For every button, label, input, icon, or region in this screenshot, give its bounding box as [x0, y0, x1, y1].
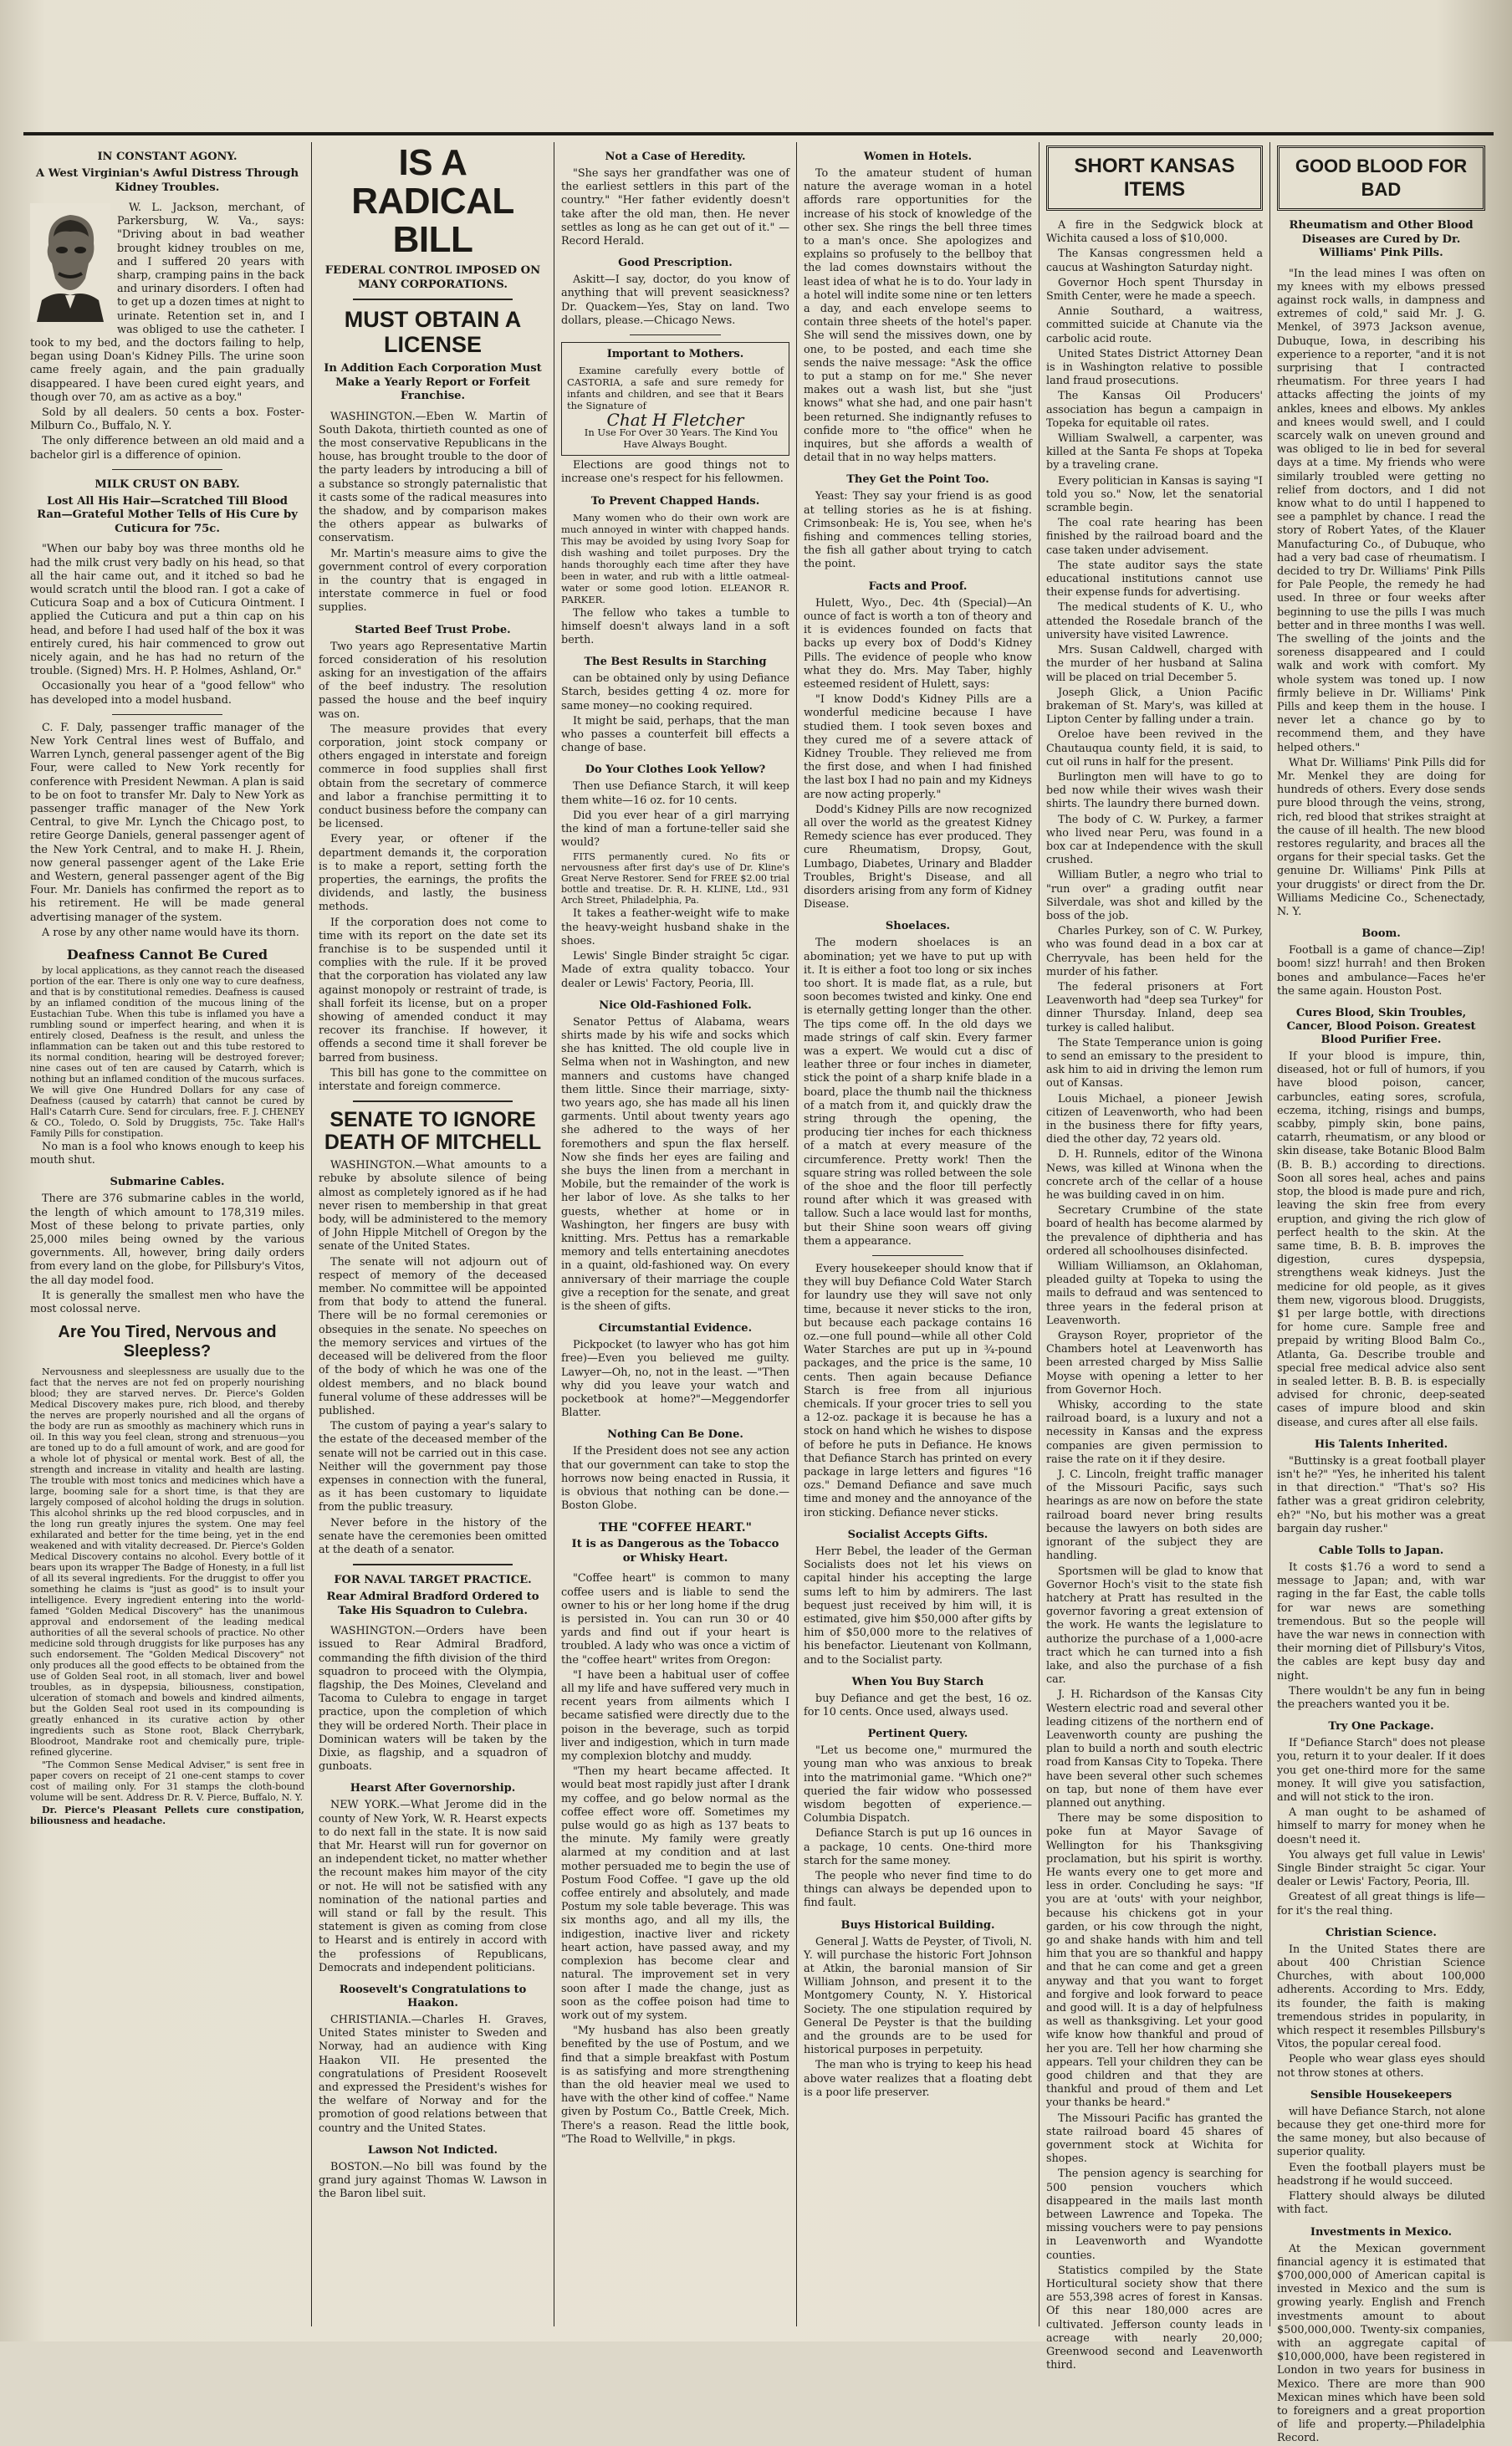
- column-4: [796, 142, 1039, 2326]
- headline: Deafness Cannot Be Cured: [66, 947, 268, 963]
- article-body: The medical students of K. U., who attended the Rosedale branch of the university have visited Lawrence.: [1046, 601, 1263, 641]
- headline: To Prevent Chapped Hands.: [590, 494, 760, 508]
- column-1: [23, 142, 311, 2326]
- article-body: The people who never find time to do things can always be depended upon to find fault.: [804, 1869, 1032, 1910]
- article-body: Annie Southard, a waitress, committed suicide at Chanute via the carbolic acid route.: [1046, 305, 1263, 345]
- headline: Roosevelt's Congratulations to Haakon.: [339, 1984, 527, 2010]
- article-body: "Let us become one," murmured the young man who was anxious to break into the matrimonial game. "Which one?" queried the fair widow who possessed wisdom begotten of experience.—Columbia Dispatch.: [804, 1744, 1032, 1826]
- article-body: Lewis' Single Binder straight 5c cigar. Made of extra quality tobacco. Your dealer or Lewis' Factory, Peoria, Ill.: [561, 950, 789, 990]
- article-body: Occasionally you hear of a "good fellow" who has developed into a model husband.: [30, 680, 304, 707]
- headline: Hearst After Governorship.: [350, 1782, 516, 1795]
- article-body: The coal rate hearing has been finished by the railroad board and the case taken under advisement.: [1046, 517, 1263, 557]
- article-body: Herr Bebel, the leader of the German Socialists does not let his views on capital hinder his accepting the large sums left to him by admirers. The last bequest just received by him will, it is estimated, give him $50,000 after gifts by him of $50,000 more to the relatives of his benefactor. Lieutenant von Kollmann, and to the Socialist party.: [804, 1545, 1032, 1667]
- headline: Nothing Can Be Done.: [607, 1428, 743, 1442]
- article-body: If "Defiance Starch" does not please you, return it to your dealer. If it does you get one-third more for the same money. It will give you satisfaction, and will not stick to the iron.: [1277, 1737, 1485, 1805]
- article-body: Charles Purkey, son of C. W. Purkey, who was found dead in a box car at Cherryvale, has been held for the murder of his father.: [1046, 925, 1263, 978]
- article-body: Did you ever hear of a girl marrying the kind of man a fortune-teller said she would?: [561, 809, 789, 850]
- article-body: WASHINGTON.—Orders have been issued to Rear Admiral Bradford, commanding the fifth division of the third squadron to proceed with the Olympia, flagship, the Des Moines, Cleveland and Tacoma to Culebra to engage in target practice, upon the completion of which they will be ordered North. Their place in Dominican waters will be taken by the Dixie, as flagship, and a squadron of gunboats.: [319, 1625, 547, 1774]
- article-body: can be obtained only by using Defiance Starch, besides getting 4 oz. more for same money—no cooking required.: [561, 672, 789, 712]
- headline: IN CONSTANT AGONY.: [97, 151, 238, 163]
- article-body: In Use For Over 30 Years. The Kind You Have Always Bought.: [584, 426, 779, 451]
- headline: They Get the Point Too.: [846, 473, 989, 487]
- article-body: Pickpocket (to lawyer who has got him free)—Even you believed me guilty. Lawyer—Oh, no, not in the least. —"Then why did you leave your watch and pocketbook at home?"—Meggendorfer Blatter.: [561, 1339, 789, 1420]
- headline: Boom.: [1361, 927, 1401, 941]
- article-body: Whisky, according to the state railroad board, is a luxury and not a necessity in Kansas and the express companies are given permission to raise the rate on it if they desire.: [1046, 1399, 1263, 1466]
- article-body: A rose by any other name would have its thorn.: [42, 926, 299, 939]
- article-body: This bill has gone to the committee on interstate and foreign commerce.: [319, 1066, 547, 1094]
- article-body: Louis Michael, a pioneer Jewish citizen of Leavenworth, who had been in the business there for fifty years, died the other day, 72 years old.: [1046, 1092, 1263, 1146]
- subheadline: A West Virginian's Awful Distress Through Kidney Troubles.: [35, 167, 299, 194]
- headline: Cable Tolls to Japan.: [1318, 1544, 1444, 1557]
- headline: Submarine Cables.: [110, 1176, 225, 1189]
- article-body: The federal prisoners at Fort Leavenworth had "deep sea Turkey" for dinner Thursday. Inland, deep sea turkey is called halibut.: [1046, 980, 1263, 1034]
- article-body: FITS permanently cured. No fits or nervousness after first day's use of Dr. Kline's Great Nerve Restorer. Send for FREE $2.00 trial bottle and treatise. Dr. R. H. KLINE, Ltd., 931 Arch Street, Philadelphia, Pa.: [561, 851, 789, 906]
- article-body: Oreloe have been revived in the Chautauqua county field, it is said, to cut oil runs in half for the present.: [1046, 728, 1263, 769]
- article-body: Nervousness and sleeplessness are usually due to the fact that the nerves are not fed on properly nourishing blood; they are starved nerves. Dr. Pierce's Golden Medical Discovery makes pure, rich blood, and thereby the nerves are properly nourished and all the organs of the body are run as smoothly as machinery which runs in oil. In this way you feel clean, strong and strenuous—you are toned up to do a full amount of work, and are good for a whole lot of physical or mental work. Best of all, the strength and increase in vitality and health are lasting. The trouble with most tonics and medicines which have a large, booming sale for a short time, is that they are largely composed of alcohol holding the drugs in solution. This alcohol shrinks up the red blood corpuscles, and in the long run greatly injures the system. One may feel exhilarated and better for the time being, yet in the end weakened and with vitality decreased. Dr. Pierce's Golden Medical Discovery contains no alcohol. Every bottle of it bears upon its wrapper The Badge of Honesty, in a full list of all its several ingredients. For the druggist to offer you something he claims is "just as good" is to insult your intelligence. Every ingredient entering into the world-famed "Golden Medical Discovery" has the unanimous approval and endorsement of the leading medical authorities of all the several schools of practice. No other medicine sold through druggists for like purposes has any such endorsement. The "Golden Medical Discovery" not only produces all the good effects to be obtained from the use of Golden Seal root, in all stomach, liver and bowel troubles, as in dyspepsia, biliousness, constipation, ulceration of stomach and bowels and kindred ailments, but the Golden Seal root used in its compounding is greatly enhanced in its curative action by other ingredients such as Stone root, Black Cherrybark, Bloodroot, Mandrake root and chemically pure, triple-refined glycerine.: [30, 1366, 304, 1759]
- article-body: Governor Hoch spent Thursday in Smith Center, were he made a speech.: [1046, 276, 1263, 304]
- article-body: It costs $1.76 a word to send a message to Japan; and, with war raging in the far East, the cable tolls for war news are something tremendous. But so the people will have the war news in connection with their morning diet of Pillsbury's Vitos, the cables are kept busy day and night.: [1277, 1560, 1485, 1683]
- article-body: The measure provides that every corporation, joint stock company or others engaged in interstate and foreign commerce in food supplies shall first obtain from the secretary of commerce and labor a franchise permitting it to conduct business before the company can be licensed.: [319, 723, 547, 831]
- article-body: Mr. Martin's measure aims to give the government control of every corporation in the country that is engaged in interstate commerce in fuel or food supplies.: [319, 547, 547, 615]
- article-body: Mrs. Susan Caldwell, charged with the murder of her husband at Salina will be placed on trial December 5.: [1046, 644, 1263, 684]
- article-body: You always get full value in Lewis' Single Binder straight 5c cigar. Your dealer or Lewis' Factory, Peoria, Ill.: [1277, 1848, 1485, 1889]
- article-body: Askitt—I say, doctor, do you know of anything that will prevent seasickness? Dr. Quackem—Yes, Stay on land. Two dollars, please.—Chicago News.: [561, 273, 789, 327]
- portrait-engraving-icon: [30, 203, 110, 322]
- article-body: Yeast: They say your friend is as good at telling stories as he is at fishing. Crimsonbeak: He is, You see, when he's fishing and commences telling stories, the fish all gather about trying to catch the point.: [804, 490, 1032, 571]
- headline: Cures Blood, Skin Troubles, Cancer, Blood Poison. Greatest Blood Purifier Free.: [1286, 1007, 1476, 1047]
- article-body: The only difference between an old maid and a bachelor girl is a difference of opinion.: [30, 435, 304, 462]
- headline: SENATE TO IGNORE DEATH OF MITCHELL: [324, 1108, 542, 1155]
- article-body: Many women who do their own work are much annoyed in winter with chapped hands. This may be avoided by using Ivory Soap for dish washing and toilet purposes. Dry the hands thoroughly each time after they have been in water, and rub with a little oatmeal-water or some good lotion. ELEANOR R. PARKER.: [561, 511, 789, 605]
- article-body: Even the football players must be headstrong if he would succeed.: [1277, 2161, 1485, 2188]
- article-body: There wouldn't be any fun in being the preachers wanted you it be.: [1277, 1684, 1485, 1711]
- article-body: "She says her grandfather was one of the earliest settlers in this part of the country." "Her father evidently doesn't take after the old man, then. He never settles as long as he can get out of it." —Record Herald.: [561, 167, 789, 248]
- article-body: "The Common Sense Medical Adviser," is sent free in paper covers on receipt of 21 one-cent stamps to cover cost of mailing only. For 31 stamps the cloth-bound volume will be sent. Address Dr. R. V. Pierce, Buffalo, N. Y.: [30, 1759, 304, 1804]
- headline: Facts and Proof.: [868, 580, 968, 593]
- article-body: A man ought to be ashamed of himself to marry for money when he doesn't need it.: [1277, 1806, 1485, 1846]
- article-body: buy Defiance and get the best, 16 oz. for 10 cents. Once used, always used.: [804, 1692, 1032, 1718]
- article-body: Burlington men will have to go to bed now while their wives wash their shirts. The laundry there burned down.: [1046, 770, 1263, 811]
- article-body: At the Mexican government financial agency it is estimated that $700,000,000 of American capital is invested in Mexico and the sum is growing yearly. English and French investments amount to about $500,000,000. Twenty-six companies, with an aggregate capital of $10,000,000, have been registered in London in two years for business in Mexico. There are more than 900 Mexican mines which have been sold to foreigners and a great proportion of life and property.—Philadelphia Record.: [1277, 2242, 1485, 2445]
- headline: Investments in Mexico.: [1310, 2225, 1453, 2239]
- headline: Important to Mothers.: [606, 348, 744, 361]
- article-body: The Kansas congressmen held a caucus at Washington Saturday night.: [1046, 248, 1263, 274]
- subheadline: In Addition Each Corporation Must Make a Yearly Report or Forfeit Franchise.: [324, 362, 542, 402]
- article-body: Sportsmen will be glad to know that Governor Hoch's visit to the state fish hatchery at Pratt has resulted in the governor favoring a great extension of the work. He wants the legislature to authorize the purchase of a 1,000-acre tract which he can turned into a fish lake, and also the purchase of a fish car.: [1046, 1565, 1263, 1687]
- headline: Circumstantial Evidence.: [598, 1322, 753, 1335]
- headline: FOR NAVAL TARGET PRACTICE.: [334, 1574, 532, 1587]
- subheadline: Lost All His Hair—Scratched Till Blood Ran—Grateful Mother Tells of His Cure by Cuticura for 75c.: [37, 494, 298, 535]
- article-body: People who wear glass eyes should not throw stones at others.: [1277, 2053, 1485, 2080]
- article-body: The State Temperance union is going to send an emissary to the president to ask him to aid in driving the lemon rum out of Kansas.: [1046, 1036, 1263, 1090]
- article-body: CHRISTIANIA.—Charles H. Graves, United States minister to Sweden and Norway, had an audience with King Haakon VII. He presented the congratulations of President Roosevelt and expressed the President's wishes for the welfare of Norway and for the promotion of good relations between that country and the United States.: [319, 2014, 547, 2135]
- subheadline: FEDERAL CONTROL IMPOSED ON MANY CORPORATIONS.: [324, 264, 541, 291]
- column-2: [311, 142, 554, 2326]
- castoria-ad: [561, 342, 789, 456]
- article-body: Senator Pettus of Alabama, wears shirts made by his wife and socks which she has knitted. The old couple live in Selma when not in Washington, and new manners and customs have changed them little. Since their marriage, sixty-two years ago, she has made all his linen garments. Until about twenty years ago she adhered to the ways of her foremothers and spun the flax herself. Now she finds her eyes are failing and she buys the linen from a merchant in Mobile, but the remainder of the work is her labor of love. As she talks to her guests, whether at home or in Washington, her fingers are busy with knitting. Mrs. Pettus has a remarkable memory and tells entertaining anecdotes in a quaint, old-fashioned way. On every anniversary of their marriage the couple give a reception for the senate, and great is the sheen of gifts.: [561, 1015, 789, 1313]
- article-body: The body of C. W. Purkey, a farmer who lived near Peru, was found in a box car at Independence with the skull crushed.: [1046, 813, 1263, 867]
- article-body: The senate will not adjourn out of respect of memory of the deceased member. No committee will be appointed from that body to attend the funeral. There will be no formal ceremonies or obsequies in the senate. No speeches on the memory services and virtues of the deceased will be delivered from the floor of the body of which he was one of the oldest members, and no black bound funeral volume of these addresses will be published.: [319, 1255, 547, 1417]
- headline: His Talents Inherited.: [1314, 1437, 1448, 1451]
- article-body: W. L. Jackson, merchant, of Parkersburg, W. Va., says: "Driving about in bad weather brought kidney troubles on me, and I suffered 20 years with sharp, cramping pains in the back and urinary disorders. I often had to get up a dozen times at night to urinate. Retention set in, and I was obliged to use the catheter. I took to my bed, and the doctors failing to help, began using Doan's Kidney Pills. The urine soon came freely again, and the pain gradually disappeared. I have been cured eight years, and though over 70, am as active as a boy.": [30, 202, 304, 404]
- headline: The Best Results in Starching: [584, 656, 767, 669]
- article-body: "I know Dodd's Kidney Pills are a wonderful medicine because I have studied them. I took seven boxes and they cured me of a severe attack of Kidney Trouble. They relieved me from the first dose, and when I had finished the last box I had no pain and my Kidneys are now acting properly.": [804, 693, 1032, 801]
- article-body: will have Defiance Starch, not alone because they get one-third more for the same money, but also because of superior quality.: [1277, 2105, 1485, 2159]
- article-body: The Missouri Pacific has granted the state railroad board 45 shares of government stock at Wichita for shopes.: [1046, 2112, 1263, 2166]
- article-body: United States District Attorney Dean is in Washington relative to possible land fraud prosecutions.: [1046, 347, 1263, 388]
- headline: Shoelaces.: [885, 920, 951, 933]
- article-body: There are 376 submarine cables in the world, the length of which amount to 178,319 miles. Most of these belong to private parties, only 25,000 miles being owned by the various governments. All, however, bring daily orders from every land on the globe, for Pillsbury's Vitos, the all day model food.: [30, 1192, 304, 1287]
- article-body: "Coffee heart" is common to many coffee users and is liable to send the owner to his or her long home if the drug is persisted in. You can run 30 or 40 yards and find out if your heart is troubled. A lady who was once a victim of the "coffee heart" writes from Oregon:: [561, 1572, 789, 1667]
- article-body: Examine carefully every bottle of CASTORIA, a safe and sure remedy for infants and children, and see that it Bears the Signature of: [567, 365, 784, 412]
- article-body: J. C. Lincoln, freight traffic manager of the Missouri Pacific, says such hearings as are now on before the state railroad board never bring results because the lawyers on both sides are ignorant of the subject they are handling.: [1046, 1468, 1263, 1563]
- article-body: Every politician in Kansas is saying "I told you so." Now, let the senatorial scramble begin.: [1046, 474, 1263, 515]
- article-body: Defiance Starch is put up 16 ounces in a package, 10 cents. One-third more starch for the same money.: [804, 1827, 1032, 1867]
- article-body: Then use Defiance Starch, it will keep them white—16 oz. for 10 cents.: [561, 780, 789, 807]
- article-body: Grayson Royer, proprietor of the Chambers hotel at Leavenworth has been arrested charged by Miss Sallie Moyse with opening a letter to her from Governor Hoch.: [1046, 1330, 1263, 1397]
- article-body: General J. Watts de Peyster, of Tivoli, N. Y. will purchase the historic Fort Johnson at Atkin, the baronial mansion of Sir William Johnson, and present it to the Montgomery County, N. Y. Historical Society. The one stipulation required by General De Peyster is that the building and the grounds are to be used for historical purposes in perpetuity.: [804, 1935, 1032, 2057]
- article-body: Statistics compiled by the State Horticultural society show that there are 553,398 acres of forest in Kansas. Of this near 180,000 acres are cultivated. Jefferson county leads in acreage with nearly 20,000; Greenwood second and Leavenworth third.: [1046, 2264, 1263, 2372]
- fletcher-signature: Chat H Fletcher: [606, 410, 744, 431]
- article-body: The custom of paying a year's salary to the estate of the deceased member of the senate will not be carried out in this case. Neither will the government pay those expenses in connection with the funeral, as it has been customary to liquidate from the public treasury.: [319, 1420, 547, 1514]
- article-body: Dodd's Kidney Pills are now recognized all over the world as the greatest Kidney Remedy science has ever produced. They cure Rheumatism, Dropsy, Gout, Lumbago, Diabetes, Urinary and Bladder Troubles, Bright's Disease, and all disorders arising from any form of Kidney Disease.: [804, 803, 1032, 912]
- article-body: Never before in the history of the senate have the ceremonies been omitted at the death of a senator.: [319, 1516, 547, 1556]
- article-body: "My husband has also been greatly benefited by the use of Postum, and we find that a simple breakfast with Postum is as satisfying and more strengthening than the old heavier meal we used to have with the other kind of coffee." Name given by Postum Co., Battle Creek, Mich. There's a reason. Read the little book, "The Road to Wellville," in pkgs.: [561, 2025, 789, 2146]
- article-body: NEW YORK.—What Jerome did in the county of New York, W. R. Hearst expects to do next fall in the state. It is now said that Mr. Hearst will run for governor on an independent ticket, no matter whether the recount makes him mayor of the city or not. He will not be satisfied with any nomination of the national parties and will stand or fall by the result. This statement is given as coming from close to Hearst and is entirely in accord with the professions of Republicans, Democrats and independent politicians.: [319, 1799, 547, 1974]
- subheadline: It is as Dangerous as the Tobacco or Whisky Heart.: [571, 1538, 779, 1565]
- column-5: [1039, 142, 1269, 2372]
- article-body: Secretary Crumbine of the state board of health has become alarmed by the prevalence of diphtheria and has ordered all schoolhouses disinfected.: [1046, 1204, 1263, 1258]
- headline: MILK CRUST ON BABY.: [94, 477, 240, 491]
- article-body: Joseph Glick, a Union Pacific brakeman of St. Mary's, was killed at Lipton Center by falling under a train.: [1046, 686, 1263, 727]
- article-body: The man who is trying to keep his head above water realizes that a floating debt is a poor life preserver.: [804, 2059, 1032, 2099]
- article-body: Two years ago Representative Martin forced consideration of his resolution asking for an investigation of the affairs of the beef industry. The resolution passed the house and the beef inquiry was on.: [319, 640, 547, 721]
- article-body: If the corporation does not come to time with its report on the date set its franchise is to be suspended until it complies with the rule. If it be proved that the corporation has violated any law against monopoly or restraint of trade, is shall forfeit its license, but on a proper showing of amended conduct it may recover its franchise. If however, it offends a second time it shall forever be barred from business.: [319, 916, 547, 1065]
- headline: Not a Case of Heredity.: [605, 151, 746, 163]
- article-body: It takes a feather-weight wife to make the heavy-weight husband shake in the shoes.: [561, 907, 789, 947]
- article-body: "In the lead mines I was often on my knees with my elbows pressed against rock walls, in dampness and extremes of cold," said Mr. J. G. Menkel, of 3973 Jackson avenue, Dubuque, Iowa, in describing his experience to a reporter, "and it is not surprising that I contracted rheumatism. For three years I had attacks affecting the joints of my ankles, knees and elbows. My ankles and knees would swell, and I could scarcely walk on uneven ground and was obliged to lie in bed for several days at a time. My friends who were similarly troubled were getting no relief from doctors, and I did not know what to do until I happened to see a pamphlet by chance. I read the story of Robert Yates, of the Klauer Manufacturing Co., of Dubuque, who had a very bad case of rheumatism. I decided to try Dr. Williams' Pink Pills for Pale People, the remedy he had used. In three or four weeks after beginning to use the pills I was much better and in three months I was well. The swelling of the joints and the soreness disappeared and I could walk and work with comfort. My whole system was toned up. I now firmly believe in Dr. Williams' Pink Pills and keep them in the house. I never let a chance go by to recommend them, and they have helped others.": [1277, 267, 1485, 754]
- article-body: A fire in the Sedgwick block at Wichita caused a loss of $10,000.: [1046, 219, 1263, 246]
- top-rule: [23, 132, 1494, 135]
- article-body: WASHINGTON.—What amounts to a rebuke by absolute silence of being almost as completely ignored as if he had never risen to membership in that great body, will be administered to the memory of John Hipple Mitchell of Oregon by the senate of the United States.: [319, 1159, 547, 1254]
- article-body: There may be some disposition to poke fun at Mayor Savage of Wellington for his Thanksgiving proclamation, but his spirit is worthy. He wants every one to get more and less in order. Concluding he says: "If you are at 'outs' with your neighbor, because his chickens got in your garden, or his cow through the night, go and shake hands with him and tell him that you are so thankful and happy and that he can come and get a green anyway and that you want to forget and forgive and look forward to peace and good will. It is a day of helpfulness as well as thanksgiving. Let your good wife know how thankful and proud of her you are. Tell her how charming she appears. Tell your children they can be good children and that they are thankful and proud of them and Let your thanks be heard.": [1046, 1812, 1263, 2110]
- headline: Are You Tired, Nervous and Sleepless?: [58, 1323, 277, 1361]
- article-body: To the amateur student of human nature the average woman in a hotel affords rare opportunities for the increase of his stock of knowledge of the other sex. She rings the bell three times to a man's once. She apologizes and explains so profusely to the bellboy that the lad comes downstairs without the least idea of what he is to do. Your lady in a hotel will indite some nine or ten letters a day, and each envelope seems to contain three sheets of the hotel's paper. She will send the missives down, one by one, to be posted, and each time she sends the naive message: "Ask the office to put a stamp on for me." She never makes out a wash list, but she "just knows" what she had, and one pair hasn't been returned. She indignantly refuses to confide more to "the office" when he inquires, but she affords a wealth of detail that in no way helps matters.: [804, 167, 1032, 465]
- article-body: WASHINGTON.—Eben W. Martin of South Dakota, thirtieth counted as one of the most conservative Republicans in the house, has brought trouble to the door of the party leaders by introducing a bill of a substance so strongly paternalistic that it casts some of the radical measures into the shadow, and by comparison makes the others appear as bulwarks of conservatism.: [319, 410, 547, 545]
- article-body: In the United States there are about 400 Christian Science Churches, with about 100,000 adherents. According to Mrs. Eddy, its founder, the faith is making tremendous strides in popularity, in which respect it resembles Pillsbury's Vitos, the popular cereal food.: [1277, 1943, 1485, 2051]
- headline: Sensible Housekeepers: [1310, 2088, 1453, 2101]
- article-body: William Swalwell, a carpenter, was killed at the Santa Fe shops at Topeka by a traveling crane.: [1046, 432, 1263, 472]
- subheadline: Rheumatism and Other Blood Diseases are Cured by Dr. Williams' Pink Pills.: [1289, 219, 1474, 259]
- article-body: Every housekeeper should know that if they will buy Defiance Cold Water Starch for laundry use they will save not only time, because it never sticks to the iron, but because each package contains 16 oz.—one full pound—while all other Cold Water Starches are put up in ¾-pound packages, and the price is the same, 10 cents. Then again because Defiance Starch is free from all injurious chemicals. If your grocer tries to sell you a 12-oz. package it is because he has a stock on hand which he wishes to dispose of before he puts in Defiance. He knows that Defiance Starch has printed on every package in large letters and figures "16 ozs." Demand Defiance and save much time and money and the annoyance of the iron sticking. Defiance never sticks.: [804, 1263, 1032, 1519]
- article-body: The modern shoelaces is an abomination; yet we have to put up with it. It is either a foot too long or six inches too short. It is made flat, as a rule, but soon becomes twisted and kinky. One end is eternally getting longer than the other. The tips come off. In the old days we made strings of calf skin. Every farmer was a expert. We would cut a disc of leather three or four inches in diameter, stick the point of a sharp knife blade in a board, place the thumb nail the thickness of a match from it, and quickly draw the string through the opening, the producing tier inches for each thickness of a match at every measure of the circumference. Pretty work! Then the square string was rolled between the sole of the shoe and the floor till perfectly round after which it was greased with tallow. Such a lace would last for months, but their Shine soon wears off giving them a appearance.: [804, 937, 1032, 1248]
- headline: MUST OBTAIN A LICENSE: [344, 307, 522, 357]
- article-body: Sold by all dealers. 50 cents a box. Foster-Milburn Co., Buffalo, N. Y.: [30, 406, 304, 433]
- column-3: [554, 142, 796, 2326]
- article-body: "Buttinsky is a great football player isn't he?" "Yes, he inherited his talent in that direction." "That's so? His father was a great gridiron celebrity, eh?" "No, but his mother was a great bargain day rusher.": [1277, 1454, 1485, 1535]
- article-body: C. F. Daly, passenger traffic manager of the New York Central lines west of Buffalo, and Warren Lynch, general passenger agent of the Big Four, were called to New York recently for conference with President Newman. A plan is said to be on foot to transfer Mr. Daly to New York as passenger traffic manager of the New York Central, to give Mr. Lynch the Chicago post, to retire George Daniels, general passenger agent of the New York Central, and to make H. J. Rhein, now general passenger agent of the Lake Erie and Western, general passenger agent of the Big Four. Mr. Daniels has confirmed the report as to his retirement. He will be made general advertising manager of the system.: [30, 721, 304, 924]
- headline: Pertinent Query.: [867, 1728, 968, 1741]
- headline: Nice Old-Fashioned Folk.: [599, 998, 752, 1012]
- headline: THE "COFFEE HEART.": [599, 1521, 752, 1535]
- headline: Socialist Accepts Gifts.: [847, 1528, 988, 1541]
- article-body: Greatest of all great things is life—for it's the real thing.: [1277, 1891, 1485, 1917]
- article-body: It is generally the smallest men who have the most colossal nerve.: [30, 1289, 304, 1316]
- article-body: The pension agency is searching for 500 pension vouchers which disappeared in the mails last month between Lawrence and Topeka. The missing vouchers were to pay pensions in Leavenworth and Wyandotte counties.: [1046, 2168, 1263, 2262]
- headline: Lawson Not Indicted.: [367, 2143, 498, 2157]
- article-body: BOSTON.—No bill was found by the grand jury against Thomas W. Lawson in the Baron libel suit.: [319, 2160, 547, 2201]
- headline: Women in Hotels.: [863, 151, 973, 163]
- article-body: If the President does not see any action that our government can take to stop the horrows now being enacted in Russia, it is obvious that nothing can be done.—Boston Globe.: [561, 1445, 789, 1513]
- article-body: "Then my heart became affected. It would beat most rapidly just after I drank my coffee, and go below normal as the coffee effect wore off. Sometimes my pulse would go as high as 137 beats to the minute. My family were greatly alarmed at my condition and at last mother persuaded me to begin the use of Postum Food Coffee. "I gave up the old coffee entirely and absolutely, and made Postum my sole table beverage. This was six months ago, and all my ills, the indigestion, inactive liver and rickety heart action, have passed away, and my complexion has become clear and natural. The improvement set in very soon after I made the change, just as soon as the coffee poison had time to work out of my system.: [561, 1765, 789, 2022]
- article-body: Flattery should always be diluted with fact.: [1277, 2190, 1485, 2217]
- headline: Good Prescription.: [618, 257, 733, 270]
- article-body: J. H. Richardson of the Kansas City Western electric road and several other leading citizens of the northern end of Leavenworth county are pushing the plan to build a north and south electric road from Kansas City to Topeka. There have been several other such schemes on tap, but none of them have ever planned out anything.: [1046, 1688, 1263, 1810]
- headline: SHORT KANSAS ITEMS: [1046, 146, 1263, 211]
- article-body: It might be said, perhaps, that the man who passes a counterfeit bill effects a change of base.: [561, 714, 789, 755]
- article-body: by local applications, as they cannot reach the diseased portion of the ear. There is only one way to cure deafness, and that is by constitutional remedies. Deafness is caused by an inflamed condition of the mucous lining of the Eustachian Tube. When this tube is inflamed you have a rumbling sound or imperfect hearing, and when it is entirely closed, Deafness is the result, and unless the inflammation can be taken out and this tube restored to its normal condition, hearing will be destroyed forever; nine cases out of ten are caused by Catarrh, which is nothing but an inflamed condition of the mucous surfaces. We will give One Hundred Dollars for any case of Deafness (caused by catarrh) that cannot be cured by Hall's Catarrh Cure. Send for circulars, free. F. J. CHENEY & CO., Toledo, O. Sold by Druggists, 75c. Take Hall's Family Pills for constipation.: [30, 965, 304, 1140]
- article-body: William Butler, a negro who trial to "run over" a grading outfit near Silverdale, was shot and killed by the boss of the job.: [1046, 869, 1263, 922]
- article-body: The state auditor says the state educational institutions cannot use their expense funds for advertising.: [1046, 559, 1263, 600]
- headline: When You Buy Starch: [851, 1675, 984, 1688]
- headline: Do Your Clothes Look Yellow?: [585, 763, 766, 777]
- headline: Christian Science.: [1326, 1926, 1437, 1939]
- article-body: Dr. Pierce's Pleasant Pellets cure constipation, biliousness and headache.: [30, 1805, 304, 1827]
- article-body: The Kansas Oil Producers' association has begun a campaign in Topeka for equitable oil rates.: [1046, 390, 1263, 430]
- column-6: [1269, 142, 1492, 2445]
- headline: GOOD BLOOD FOR BAD: [1277, 146, 1485, 211]
- headline: Try One Package.: [1328, 1720, 1434, 1734]
- headline: IS A RADICAL BILL: [351, 142, 514, 260]
- article-body: Every year, or oftener if the department demands it, the corporation is to make a report, setting forth the properties, the earnings, the profits the dividends, and lastly, the business methods.: [319, 833, 547, 914]
- article-body: "When our baby boy was three months old he had the milk crust very badly on his head, so that all the hair came out, and it itched so bad he would scratch until the blood ran. I got a cake of Cuticura Soap and a box of Cuticura Ointment. I applied the Cuticura and put a thin cap on his head, and before I had used half of the box it was entirely cured, his hair commenced to grow out nicely again, and he has had no return of the trouble. (Signed) Mrs. H. P. Holmes, Ashland, Or.": [30, 543, 304, 678]
- article-body: The fellow who takes a tumble to himself doesn't always land in a soft berth.: [561, 606, 789, 647]
- article-body: What Dr. Williams' Pink Pills did for Mr. Menkel they are doing for hundreds of others. Every dose sends pure blood through the veins, strong, rich, red blood that strikes straight at the cause of ill health. The new blood restores regularity, and braces all the organs for their special tasks. Get the genuine Dr. Williams' Pink Pills at your druggists' or direct from the Dr. Williams Medicine Co., Schenectady, N. Y.: [1277, 756, 1485, 919]
- article-body: William Williamson, an Oklahoman, pleaded guilty at Topeka to using the mails to defraud and was sentenced to three years in the federal prison at Leavenworth.: [1046, 1260, 1263, 1327]
- article-body: D. H. Runnels, editor of the Winona News, was killed at Winona when the concrete arch of the cellar of a house he was building caved in on him.: [1046, 1148, 1263, 1203]
- headline: Buys Historical Building.: [840, 1918, 995, 1932]
- article-body: Elections are good things not to increase one's respect for his fellowmen.: [561, 459, 789, 486]
- article-body: No man is a fool who knows enough to keep his mouth shut.: [30, 1141, 304, 1167]
- article-body: Football is a game of chance—Zip! boom! sizz! hurrah! and then Broken bones and ambulance—Faces he'er the same again. Houston Post.: [1277, 944, 1485, 998]
- subheadline: Rear Admiral Bradford Ordered to Take His Squadron to Culebra.: [326, 1591, 539, 1617]
- article-body: Hulett, Wyo., Dec. 4th (Special)—An ounce of fact is worth a ton of theory and it is evidences founded on facts that backs up every box of Dodd's Kidney Pills. The evidence of people who know what they do. Mrs. May Taber, highly esteemed resident of Hulett, says:: [804, 596, 1032, 691]
- headline: Started Beef Trust Probe.: [355, 623, 511, 636]
- article-body: "I have been a habitual user of coffee all my life and have suffered very much in recent years from ailments which I became satisfied were directly due to the poison in the beverage, such as torpid liver and indigestion, which in turn made my complexion blotchy and muddy.: [561, 1668, 789, 1764]
- article-body: If your blood is impure, thin, diseased, hot or full of humors, if you have blood poison, cancer, carbuncles, eating sores, scrofula, eczema, itching, risings and bumps, scabby, pimply skin, bone pains, catarrh, rheumatism, or any blood or skin disease, take Botanic Blood Balm (B. B. B.) according to directions. Soon all sores heal, aches and pains stop, the blood is made pure and rich, leaving the skin free from every eruption, and giving the rich glow of perfect health to the skin. At the same time, B. B. B. improves the digestion, cures dyspepsia, strengthens weak kidneys. Just the medicine for old people, as it gives them new, vigorous blood. Druggists, $1 per large bottle, with directions for home cure. Sample free and prepaid by writing Blood Balm Co., Atlanta, Ga. Describe trouble and special free medical advice also sent in sealed letter. B. B. B. is especially advised for chronic, deep-seated cases of impure blood and skin disease, and cures after all else fails.: [1277, 1050, 1485, 1429]
